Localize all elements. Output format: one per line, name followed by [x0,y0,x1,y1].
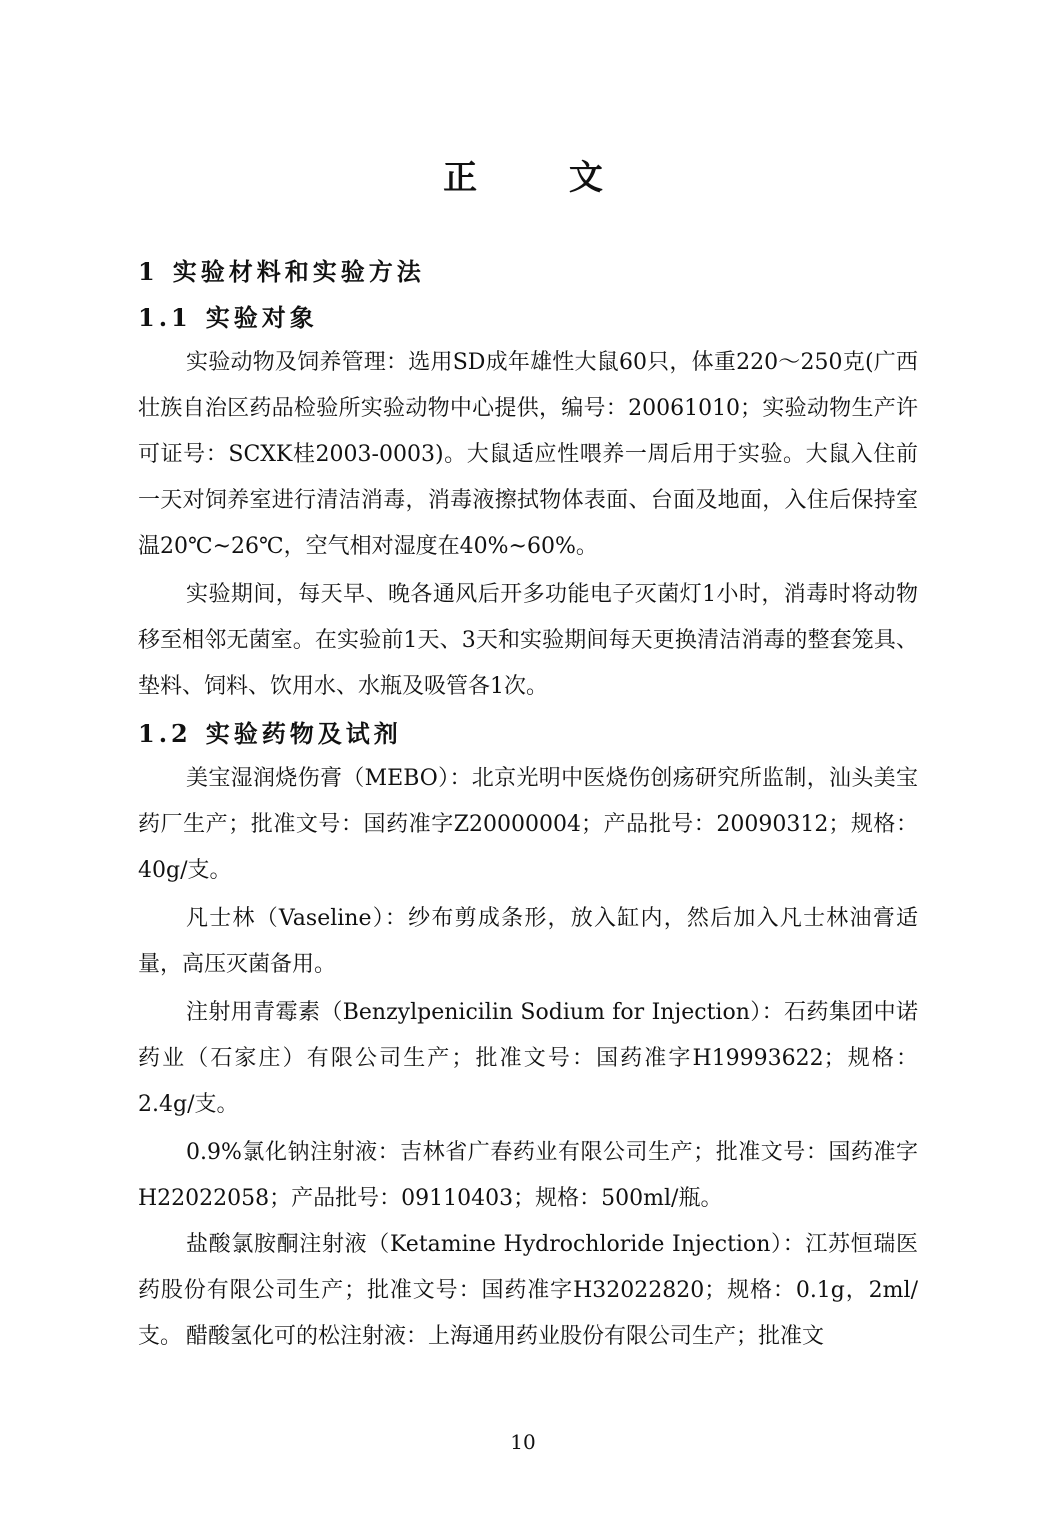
paragraph-hydrocortisone: 醋酸氢化可的松注射液：上海通用药业股份有限公司生产；批准文 [186,1324,825,1349]
section-number: 1.2 [138,719,192,748]
paragraph-animals-management: 实验动物及饲养管理：选用SD成年雄性大鼠60只，体重220～250克(广西壮族自治区药品检验所实验动物中心提供，编号：20061010；实验动物生产许可证号：SCXK桂2003-0003)。大鼠适应性喂养一周后用于实验。大鼠入住前一天对饲养室进行清洁消毒，消毒液擦拭物体表面、台面及地面，入住后保持室温20℃~26℃，空气相对湿度在40%~60%。 [138,350,918,559]
section-title: 实验材料和实验方法 [172,257,425,286]
paragraph-ketamine: 盐酸氯胺酮注射液（Ketamine Hydrochloride Injection）：江苏恒瑞医药股份有限公司生产；批准文号：国药准字H32022820；规格：0.1g，2ml/支。 [138,1232,918,1349]
paragraph-saline: 0.9%氯化钠注射液：吉林省广春药业有限公司生产；批准文号：国药准字H22022058；产品批号：09110403；规格：500ml/瓶。 [138,1140,918,1211]
page-title: 正 文 [443,158,643,198]
section-title: 实验药物及试剂 [205,719,402,748]
paragraph-mebo: 美宝湿润烧伤膏（MEBO）：北京光明中医烧伤创疡研究所监制，汕头美宝药厂生产；批准文号：国药准字Z20000004；产品批号：20090312；规格：40g/支。 [138,766,918,883]
page-number: 10 [510,1430,536,1454]
paragraph-vaseline: 凡士林（Vaseline）：纱布剪成条形，放入缸内，然后加入凡士林油膏适量，高压灭菌备用。 [138,906,918,977]
section-title: 实验对象 [205,303,318,332]
section-number: 1.1 [138,303,192,332]
section-heading-1 [138,252,425,287]
paragraph-experiment-period: 实验期间，每天早、晚各通风后开多功能电子灭菌灯1小时，消毒时将动物移至相邻无菌室。在实验前1天、3天和实验期间每天更换清洁消毒的整套笼具、垫料、饲料、饮用水、水瓶及吸管各1次。 [138,582,918,699]
section-heading-1-2 [138,714,402,749]
paragraph-penicillin: 注射用青霉素（Benzylpenicilin Sodium for Injection）：石药集团中诺药业（石家庄）有限公司生产；批准文号：国药准字H19993622；规格：2.4g/支。 [138,1000,918,1117]
section-number: 1 [138,257,159,286]
section-heading-1-1 [138,298,318,333]
